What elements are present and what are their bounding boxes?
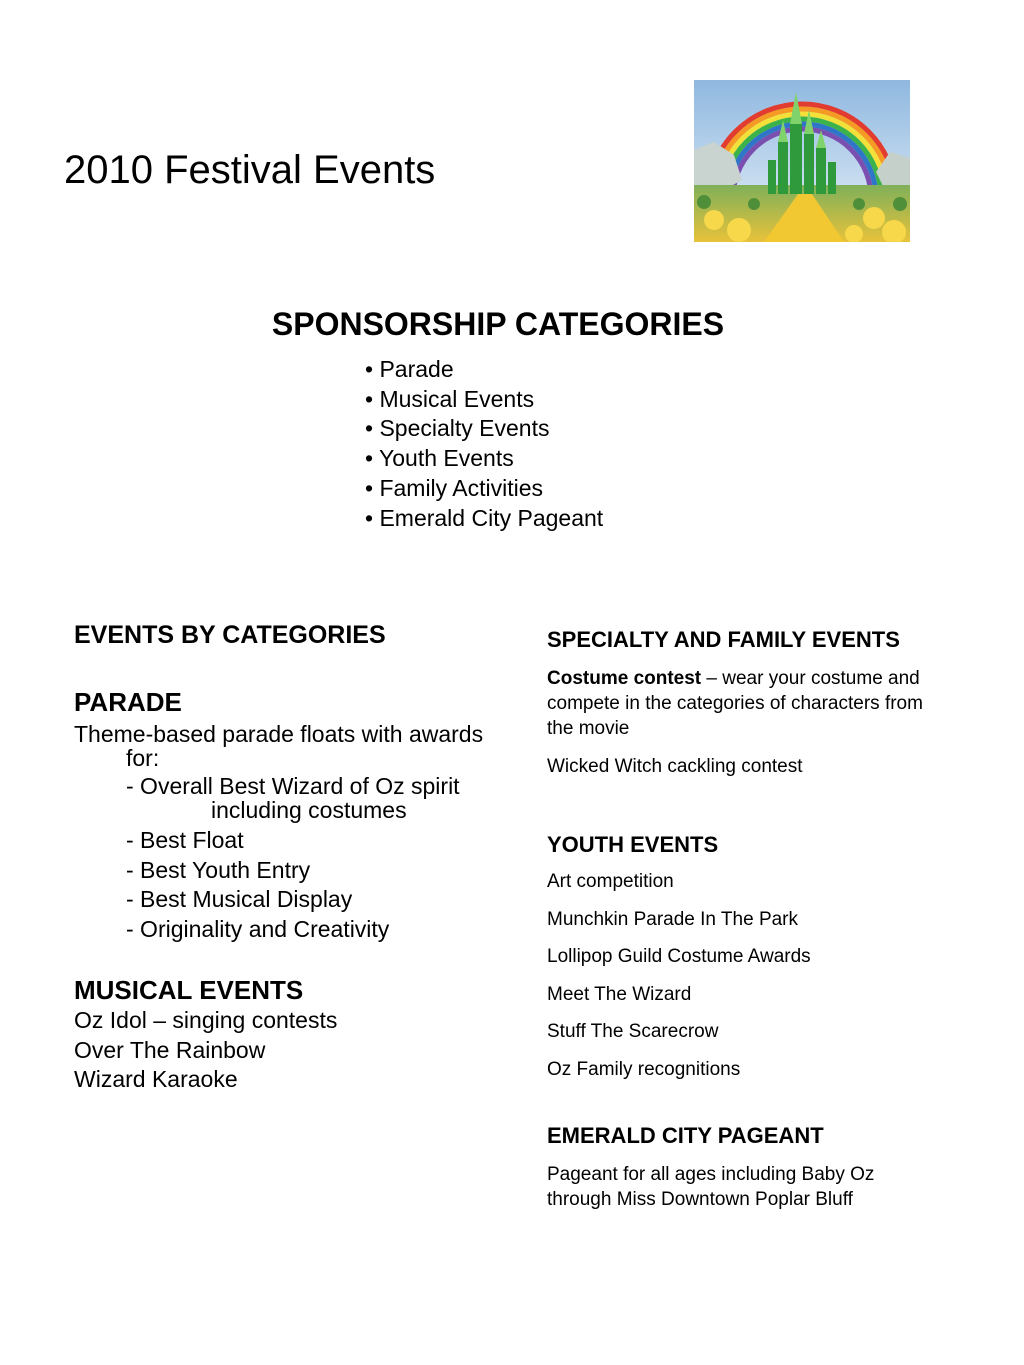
pageant-description: Pageant for all ages including Baby Oz through Miss Downtown Poplar Bluff [547,1163,875,1210]
list-item: - Best Float [126,827,244,853]
list-item: - Overall Best Wizard of Oz spirit including costumes [126,773,460,823]
list-item: Art competition [547,871,674,892]
parade-awards-list [74,774,514,944]
sponsorship-list [365,355,603,533]
list-item: Lollipop Guild Costume Awards [547,946,811,967]
specialty-family-heading: SPECIALTY AND FAMILY EVENTS [547,627,900,652]
list-item: Stuff The Scarecrow [547,1021,719,1042]
list-item: Wizard Karaoke [74,1066,238,1092]
list-item: • Emerald City Pageant [365,504,604,531]
wicked-witch-contest: Wicked Witch cackling contest [547,756,803,777]
list-item: Over The Rainbow [74,1036,266,1063]
list-item: • Family Activities [365,474,544,501]
youth-events-heading: YOUTH EVENTS [547,832,719,857]
sponsorship-heading: SPONSORSHIP CATEGORIES [271,306,725,342]
parade-heading: PARADE [74,687,182,717]
page-title: 2010 Festival Events [64,148,436,192]
musical-events-list [74,1006,514,1095]
list-item: Oz Family recognitions [547,1058,741,1080]
costume-contest-text [547,666,927,741]
list-item: - Best Musical Display [126,886,353,912]
events-by-categories-heading: EVENTS BY CATEGORIES [74,621,386,649]
emerald-city-rainbow-image [694,80,910,242]
list-item: - Best Youth Entry [126,856,311,883]
costume-contest-label: Costume contest [547,668,702,689]
youth-events-list [547,869,957,1082]
list-item: Oz Idol – singing contests [74,1007,338,1033]
specialty-youth-pageant-column [547,626,957,1212]
list-item: • Parade [365,356,454,382]
list-item: • Musical Events [365,385,535,412]
costume-contest-description: – wear your costume and compete in the categories of characters from the movie [547,668,923,739]
emerald-city-pageant-heading: EMERALD CITY PAGEANT [547,1122,824,1148]
musical-events-heading: MUSICAL EVENTS [74,975,304,1005]
events-by-categories-column [74,618,514,1095]
list-item: • Youth Events [365,445,514,472]
parade-intro: Theme-based parade floats with awards for: [74,721,484,771]
list-item: Munchkin Parade In The Park [547,908,799,930]
list-item: • Specialty Events [365,415,550,442]
list-item: - Originality and Creativity [126,915,390,942]
list-item: Meet The Wizard [547,983,692,1005]
